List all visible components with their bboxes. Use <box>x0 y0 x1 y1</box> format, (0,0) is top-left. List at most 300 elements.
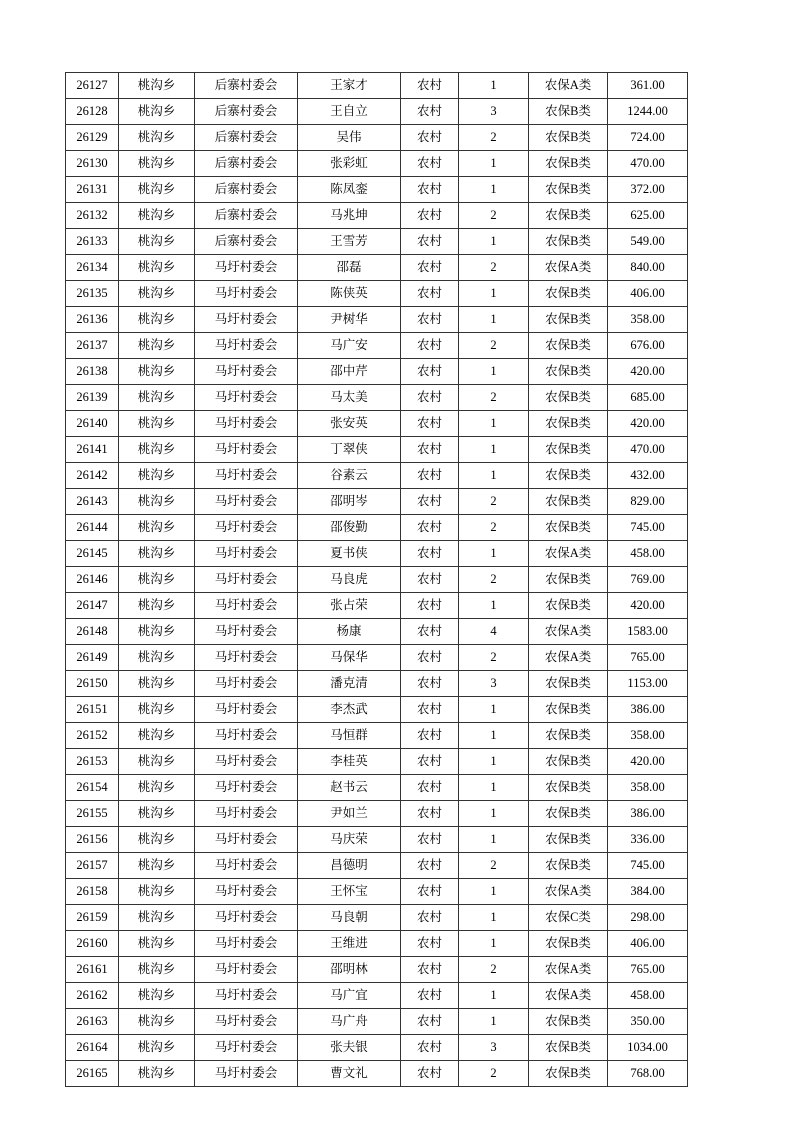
cell-id: 26136 <box>66 307 119 333</box>
table-row <box>66 437 688 463</box>
cell-name: 马广宜 <box>298 983 401 1009</box>
cell-id: 26157 <box>66 853 119 879</box>
cell-village: 后寨村委会 <box>195 203 298 229</box>
cell-township: 桃沟乡 <box>119 1009 195 1035</box>
table-row <box>66 489 688 515</box>
cell-name: 李桂英 <box>298 749 401 775</box>
cell-id: 26155 <box>66 801 119 827</box>
cell-category: 农保A类 <box>529 541 608 567</box>
cell-name: 张安英 <box>298 411 401 437</box>
cell-type: 农村 <box>401 1009 459 1035</box>
cell-township: 桃沟乡 <box>119 437 195 463</box>
cell-amount: 406.00 <box>608 281 688 307</box>
cell-id: 26143 <box>66 489 119 515</box>
cell-village: 马圩村委会 <box>195 463 298 489</box>
cell-category: 农保B类 <box>529 723 608 749</box>
cell-count: 2 <box>459 255 529 281</box>
table-row <box>66 385 688 411</box>
cell-count: 1 <box>459 827 529 853</box>
cell-id: 26145 <box>66 541 119 567</box>
cell-category: 农保B类 <box>529 567 608 593</box>
cell-amount: 358.00 <box>608 307 688 333</box>
table-row <box>66 541 688 567</box>
cell-amount: 1244.00 <box>608 99 688 125</box>
cell-id: 26144 <box>66 515 119 541</box>
cell-count: 1 <box>459 905 529 931</box>
cell-amount: 358.00 <box>608 723 688 749</box>
table-row <box>66 697 688 723</box>
table-row <box>66 567 688 593</box>
cell-count: 1 <box>459 541 529 567</box>
cell-township: 桃沟乡 <box>119 619 195 645</box>
table-row <box>66 853 688 879</box>
cell-amount: 420.00 <box>608 359 688 385</box>
cell-village: 马圩村委会 <box>195 593 298 619</box>
cell-id: 26133 <box>66 229 119 255</box>
cell-village: 马圩村委会 <box>195 437 298 463</box>
cell-amount: 298.00 <box>608 905 688 931</box>
cell-category: 农保B类 <box>529 99 608 125</box>
cell-id: 26147 <box>66 593 119 619</box>
cell-township: 桃沟乡 <box>119 957 195 983</box>
cell-name: 李杰武 <box>298 697 401 723</box>
cell-type: 农村 <box>401 99 459 125</box>
cell-count: 1 <box>459 411 529 437</box>
cell-category: 农保B类 <box>529 385 608 411</box>
cell-count: 2 <box>459 203 529 229</box>
cell-count: 3 <box>459 671 529 697</box>
cell-type: 农村 <box>401 775 459 801</box>
cell-count: 1 <box>459 463 529 489</box>
cell-village: 马圩村委会 <box>195 931 298 957</box>
cell-village: 马圩村委会 <box>195 255 298 281</box>
cell-count: 2 <box>459 957 529 983</box>
cell-name: 张占荣 <box>298 593 401 619</box>
cell-type: 农村 <box>401 437 459 463</box>
table-row <box>66 593 688 619</box>
cell-village: 后寨村委会 <box>195 73 298 99</box>
cell-village: 马圩村委会 <box>195 827 298 853</box>
cell-name: 马良虎 <box>298 567 401 593</box>
cell-id: 26139 <box>66 385 119 411</box>
cell-type: 农村 <box>401 125 459 151</box>
cell-type: 农村 <box>401 515 459 541</box>
cell-count: 1 <box>459 307 529 333</box>
cell-category: 农保A类 <box>529 73 608 99</box>
cell-id: 26152 <box>66 723 119 749</box>
cell-township: 桃沟乡 <box>119 307 195 333</box>
cell-count: 3 <box>459 99 529 125</box>
cell-amount: 470.00 <box>608 437 688 463</box>
cell-name: 邵明岑 <box>298 489 401 515</box>
cell-township: 桃沟乡 <box>119 489 195 515</box>
table-row <box>66 151 688 177</box>
cell-type: 农村 <box>401 1035 459 1061</box>
cell-amount: 768.00 <box>608 1061 688 1087</box>
cell-id: 26131 <box>66 177 119 203</box>
table-row <box>66 255 688 281</box>
cell-township: 桃沟乡 <box>119 151 195 177</box>
cell-village: 马圩村委会 <box>195 957 298 983</box>
cell-village: 后寨村委会 <box>195 99 298 125</box>
cell-township: 桃沟乡 <box>119 723 195 749</box>
table-row <box>66 905 688 931</box>
cell-category: 农保B类 <box>529 1035 608 1061</box>
cell-category: 农保B类 <box>529 281 608 307</box>
cell-township: 桃沟乡 <box>119 385 195 411</box>
table-row <box>66 827 688 853</box>
cell-township: 桃沟乡 <box>119 463 195 489</box>
cell-township: 桃沟乡 <box>119 99 195 125</box>
cell-count: 1 <box>459 593 529 619</box>
cell-amount: 420.00 <box>608 593 688 619</box>
cell-id: 26132 <box>66 203 119 229</box>
cell-village: 马圩村委会 <box>195 645 298 671</box>
cell-township: 桃沟乡 <box>119 255 195 281</box>
cell-category: 农保B类 <box>529 307 608 333</box>
cell-count: 1 <box>459 749 529 775</box>
cell-village: 马圩村委会 <box>195 515 298 541</box>
cell-id: 26154 <box>66 775 119 801</box>
cell-id: 26162 <box>66 983 119 1009</box>
cell-township: 桃沟乡 <box>119 333 195 359</box>
table-row <box>66 229 688 255</box>
cell-type: 农村 <box>401 541 459 567</box>
table-row <box>66 1009 688 1035</box>
cell-id: 26153 <box>66 749 119 775</box>
cell-category: 农保B类 <box>529 931 608 957</box>
cell-type: 农村 <box>401 229 459 255</box>
cell-type: 农村 <box>401 385 459 411</box>
cell-amount: 420.00 <box>608 749 688 775</box>
cell-name: 杨康 <box>298 619 401 645</box>
cell-category: 农保B类 <box>529 749 608 775</box>
cell-id: 26161 <box>66 957 119 983</box>
cell-category: 农保B类 <box>529 853 608 879</box>
cell-id: 26165 <box>66 1061 119 1087</box>
cell-count: 1 <box>459 281 529 307</box>
cell-township: 桃沟乡 <box>119 1061 195 1087</box>
cell-village: 马圩村委会 <box>195 281 298 307</box>
cell-count: 2 <box>459 567 529 593</box>
cell-township: 桃沟乡 <box>119 177 195 203</box>
cell-amount: 840.00 <box>608 255 688 281</box>
cell-type: 农村 <box>401 853 459 879</box>
cell-name: 马兆坤 <box>298 203 401 229</box>
table-row <box>66 99 688 125</box>
cell-category: 农保A类 <box>529 619 608 645</box>
cell-village: 马圩村委会 <box>195 749 298 775</box>
cell-village: 马圩村委会 <box>195 1061 298 1087</box>
cell-id: 26156 <box>66 827 119 853</box>
cell-type: 农村 <box>401 489 459 515</box>
cell-type: 农村 <box>401 957 459 983</box>
cell-category: 农保B类 <box>529 437 608 463</box>
cell-type: 农村 <box>401 879 459 905</box>
cell-type: 农村 <box>401 177 459 203</box>
cell-amount: 829.00 <box>608 489 688 515</box>
cell-count: 2 <box>459 645 529 671</box>
cell-village: 马圩村委会 <box>195 307 298 333</box>
cell-count: 1 <box>459 879 529 905</box>
cell-name: 谷素云 <box>298 463 401 489</box>
cell-category: 农保B类 <box>529 177 608 203</box>
cell-category: 农保B类 <box>529 333 608 359</box>
cell-id: 26138 <box>66 359 119 385</box>
cell-category: 农保B类 <box>529 827 608 853</box>
cell-category: 农保B类 <box>529 1061 608 1087</box>
table-row <box>66 1035 688 1061</box>
cell-id: 26140 <box>66 411 119 437</box>
cell-amount: 1034.00 <box>608 1035 688 1061</box>
cell-village: 马圩村委会 <box>195 853 298 879</box>
cell-count: 2 <box>459 515 529 541</box>
cell-name: 马广安 <box>298 333 401 359</box>
cell-type: 农村 <box>401 567 459 593</box>
cell-township: 桃沟乡 <box>119 879 195 905</box>
cell-id: 26160 <box>66 931 119 957</box>
cell-name: 张夫银 <box>298 1035 401 1061</box>
cell-count: 2 <box>459 489 529 515</box>
cell-count: 3 <box>459 1035 529 1061</box>
table-row <box>66 983 688 1009</box>
cell-type: 农村 <box>401 723 459 749</box>
cell-amount: 549.00 <box>608 229 688 255</box>
cell-type: 农村 <box>401 281 459 307</box>
cell-count: 2 <box>459 333 529 359</box>
cell-type: 农村 <box>401 593 459 619</box>
table-row <box>66 177 688 203</box>
cell-id: 26129 <box>66 125 119 151</box>
cell-amount: 769.00 <box>608 567 688 593</box>
cell-amount: 350.00 <box>608 1009 688 1035</box>
table-row <box>66 307 688 333</box>
cell-id: 26159 <box>66 905 119 931</box>
cell-count: 1 <box>459 229 529 255</box>
cell-category: 农保B类 <box>529 515 608 541</box>
cell-township: 桃沟乡 <box>119 593 195 619</box>
cell-category: 农保B类 <box>529 151 608 177</box>
cell-type: 农村 <box>401 983 459 1009</box>
cell-id: 26134 <box>66 255 119 281</box>
cell-amount: 625.00 <box>608 203 688 229</box>
table-row <box>66 671 688 697</box>
cell-count: 1 <box>459 723 529 749</box>
cell-count: 1 <box>459 177 529 203</box>
cell-count: 1 <box>459 151 529 177</box>
table-row <box>66 957 688 983</box>
table-row <box>66 619 688 645</box>
cell-name: 夏书侠 <box>298 541 401 567</box>
cell-village: 马圩村委会 <box>195 359 298 385</box>
benefits-table <box>65 72 688 1087</box>
cell-village: 马圩村委会 <box>195 333 298 359</box>
cell-village: 马圩村委会 <box>195 879 298 905</box>
cell-id: 26158 <box>66 879 119 905</box>
cell-name: 赵书云 <box>298 775 401 801</box>
cell-township: 桃沟乡 <box>119 359 195 385</box>
cell-count: 1 <box>459 801 529 827</box>
cell-township: 桃沟乡 <box>119 73 195 99</box>
cell-id: 26141 <box>66 437 119 463</box>
cell-amount: 724.00 <box>608 125 688 151</box>
cell-name: 邵中芹 <box>298 359 401 385</box>
cell-type: 农村 <box>401 905 459 931</box>
cell-name: 邵俊勤 <box>298 515 401 541</box>
cell-amount: 406.00 <box>608 931 688 957</box>
cell-type: 农村 <box>401 411 459 437</box>
cell-township: 桃沟乡 <box>119 645 195 671</box>
cell-township: 桃沟乡 <box>119 983 195 1009</box>
cell-name: 王维进 <box>298 931 401 957</box>
cell-name: 邵明林 <box>298 957 401 983</box>
cell-township: 桃沟乡 <box>119 931 195 957</box>
cell-village: 马圩村委会 <box>195 671 298 697</box>
cell-count: 2 <box>459 1061 529 1087</box>
cell-township: 桃沟乡 <box>119 853 195 879</box>
cell-amount: 386.00 <box>608 801 688 827</box>
cell-category: 农保B类 <box>529 801 608 827</box>
cell-township: 桃沟乡 <box>119 281 195 307</box>
cell-name: 曹文礼 <box>298 1061 401 1087</box>
cell-village: 马圩村委会 <box>195 775 298 801</box>
cell-amount: 361.00 <box>608 73 688 99</box>
cell-id: 26142 <box>66 463 119 489</box>
cell-category: 农保B类 <box>529 671 608 697</box>
cell-name: 王雪芳 <box>298 229 401 255</box>
cell-name: 潘克清 <box>298 671 401 697</box>
cell-village: 马圩村委会 <box>195 619 298 645</box>
cell-name: 马良朝 <box>298 905 401 931</box>
cell-name: 陈凤銮 <box>298 177 401 203</box>
cell-name: 马庆荣 <box>298 827 401 853</box>
table-row <box>66 281 688 307</box>
cell-id: 26128 <box>66 99 119 125</box>
table-row <box>66 801 688 827</box>
cell-type: 农村 <box>401 749 459 775</box>
cell-name: 吴伟 <box>298 125 401 151</box>
cell-village: 马圩村委会 <box>195 801 298 827</box>
cell-township: 桃沟乡 <box>119 905 195 931</box>
cell-count: 1 <box>459 983 529 1009</box>
cell-township: 桃沟乡 <box>119 229 195 255</box>
cell-id: 26151 <box>66 697 119 723</box>
table-row <box>66 73 688 99</box>
cell-id: 26150 <box>66 671 119 697</box>
cell-village: 马圩村委会 <box>195 411 298 437</box>
cell-name: 邵磊 <box>298 255 401 281</box>
cell-village: 马圩村委会 <box>195 541 298 567</box>
cell-id: 26146 <box>66 567 119 593</box>
cell-category: 农保A类 <box>529 879 608 905</box>
cell-village: 马圩村委会 <box>195 697 298 723</box>
cell-amount: 336.00 <box>608 827 688 853</box>
cell-count: 2 <box>459 125 529 151</box>
cell-township: 桃沟乡 <box>119 671 195 697</box>
cell-type: 农村 <box>401 827 459 853</box>
table-row <box>66 749 688 775</box>
cell-category: 农保B类 <box>529 463 608 489</box>
cell-amount: 765.00 <box>608 645 688 671</box>
cell-amount: 458.00 <box>608 983 688 1009</box>
cell-name: 尹树华 <box>298 307 401 333</box>
cell-village: 马圩村委会 <box>195 1009 298 1035</box>
cell-count: 1 <box>459 437 529 463</box>
cell-township: 桃沟乡 <box>119 541 195 567</box>
cell-id: 26163 <box>66 1009 119 1035</box>
cell-name: 马恒群 <box>298 723 401 749</box>
cell-id: 26149 <box>66 645 119 671</box>
cell-category: 农保B类 <box>529 593 608 619</box>
table-row <box>66 125 688 151</box>
cell-type: 农村 <box>401 203 459 229</box>
cell-township: 桃沟乡 <box>119 515 195 541</box>
cell-id: 26135 <box>66 281 119 307</box>
cell-count: 2 <box>459 853 529 879</box>
cell-category: 农保B类 <box>529 697 608 723</box>
cell-category: 农保B类 <box>529 411 608 437</box>
cell-type: 农村 <box>401 671 459 697</box>
cell-category: 农保C类 <box>529 905 608 931</box>
cell-township: 桃沟乡 <box>119 125 195 151</box>
cell-type: 农村 <box>401 1061 459 1087</box>
cell-type: 农村 <box>401 359 459 385</box>
cell-name: 王自立 <box>298 99 401 125</box>
cell-village: 后寨村委会 <box>195 229 298 255</box>
cell-village: 后寨村委会 <box>195 177 298 203</box>
cell-amount: 745.00 <box>608 515 688 541</box>
cell-category: 农保A类 <box>529 645 608 671</box>
table-row <box>66 1061 688 1087</box>
cell-type: 农村 <box>401 931 459 957</box>
cell-count: 1 <box>459 931 529 957</box>
cell-type: 农村 <box>401 801 459 827</box>
cell-amount: 470.00 <box>608 151 688 177</box>
cell-id: 26130 <box>66 151 119 177</box>
cell-name: 马保华 <box>298 645 401 671</box>
table-row <box>66 723 688 749</box>
cell-category: 农保A类 <box>529 983 608 1009</box>
cell-type: 农村 <box>401 697 459 723</box>
cell-name: 昌德明 <box>298 853 401 879</box>
cell-amount: 1583.00 <box>608 619 688 645</box>
cell-id: 26164 <box>66 1035 119 1061</box>
cell-category: 农保B类 <box>529 775 608 801</box>
cell-village: 后寨村委会 <box>195 151 298 177</box>
cell-amount: 676.00 <box>608 333 688 359</box>
cell-amount: 386.00 <box>608 697 688 723</box>
table-row <box>66 515 688 541</box>
cell-amount: 745.00 <box>608 853 688 879</box>
cell-amount: 358.00 <box>608 775 688 801</box>
table-row <box>66 879 688 905</box>
table-row <box>66 411 688 437</box>
cell-count: 1 <box>459 697 529 723</box>
cell-category: 农保B类 <box>529 1009 608 1035</box>
cell-category: 农保B类 <box>529 489 608 515</box>
table-row <box>66 645 688 671</box>
cell-type: 农村 <box>401 645 459 671</box>
cell-village: 马圩村委会 <box>195 567 298 593</box>
cell-name: 王怀宝 <box>298 879 401 905</box>
cell-category: 农保B类 <box>529 359 608 385</box>
table-row <box>66 463 688 489</box>
cell-township: 桃沟乡 <box>119 411 195 437</box>
cell-township: 桃沟乡 <box>119 775 195 801</box>
cell-id: 26127 <box>66 73 119 99</box>
cell-type: 农村 <box>401 619 459 645</box>
cell-amount: 372.00 <box>608 177 688 203</box>
